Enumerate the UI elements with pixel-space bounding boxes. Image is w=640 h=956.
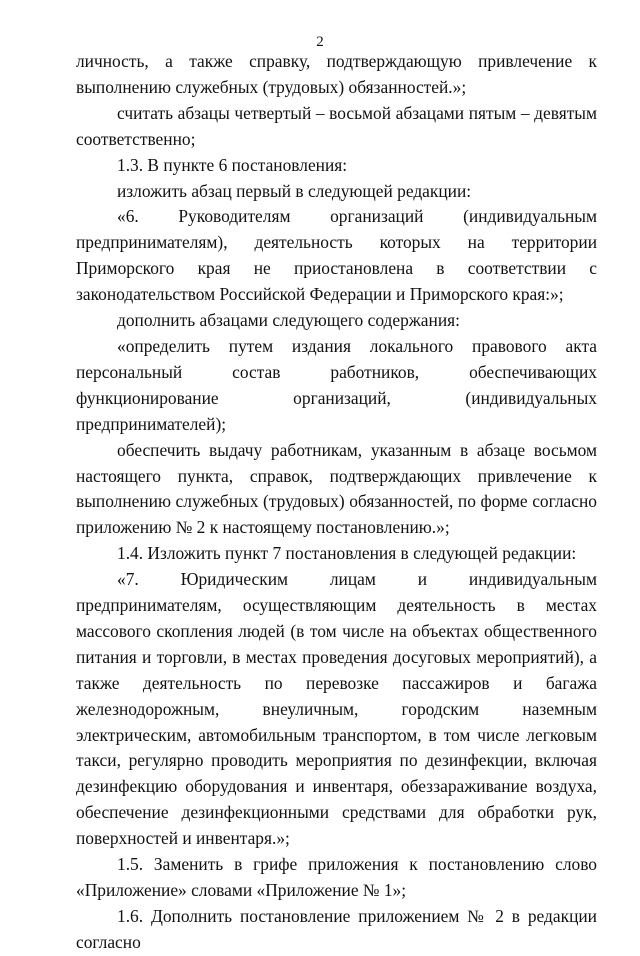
paragraph-instruction-add: дополнить абзацами следующего содержания: bbox=[117, 310, 460, 331]
document-body bbox=[76, 49, 597, 956]
paragraph-quote-staff: «определить путем издания локального правового акта персональный состав работников, обеспечивающих функционирование организаций, (индивидуальных предпринимателей); bbox=[76, 335, 597, 434]
paragraph-renumbering: считать абзацы четвертый – восьмой абзацами пятым – девятым соответственно; bbox=[76, 102, 597, 149]
paragraph-item-1-6: 1.6. Дополнить постановление приложением № 2 в редакции согласно bbox=[76, 905, 597, 952]
paragraph-item-1-5: 1.5. Заменить в грифе приложения к постановлению слово «Приложение» словами «Приложение № 1»; bbox=[76, 854, 597, 900]
paragraph-quote-item-7: «7. Юридическим лицам и индивидуальным предпринимателям, осуществляющим деятельность в местах массового скопления людей (в том числе на объектах общественного питания и торговли, в местах проведения досуговых мероприятий), а также деятельность по перевозке пассажиров и багажа железнодорожным, внеуличным, городским наземным электрическим, автомобильным транспортом, в том числе легковым такси, регулярно проводить мероприятия по дезинфекции, включая дезинфекцию оборудования и инвентаря, обеззараживание воздуха, обеспечение дезинфекционными средствами для обработки рук, поверхностей и инвентаря.»; bbox=[76, 569, 597, 849]
paragraph-item-1-4: 1.4. Изложить пункт 7 постановления в следующей редакции: bbox=[117, 543, 577, 564]
paragraph-quote-item-6: «6. Руководителям организаций (индивидуальным предпринимателям), деятельность которых на территории Приморского края не приостановлена в соответствии с законодательством Российской Федерации и Приморского края:»; bbox=[76, 206, 597, 305]
paragraph-continuation: личность, а также справку, подтверждающую привлечение к выполнению служебных (трудовых) обязанностей.»; bbox=[76, 51, 597, 97]
paragraph-item-1-3: 1.3. В пункте 6 постановления: bbox=[117, 154, 348, 175]
paragraph-quote-certificates: обеспечить выдачу работникам, указанным в абзаце восьмом настоящего пункта, справок, подтверждающих привлечение к выполнению служебных (трудовых) обязанностей, по форме согласно приложению № 2 к настоящему постановлению.»; bbox=[76, 439, 597, 538]
page-number: 2 bbox=[316, 34, 324, 50]
paragraph-instruction: изложить абзац первый в следующей редакции: bbox=[117, 180, 472, 201]
